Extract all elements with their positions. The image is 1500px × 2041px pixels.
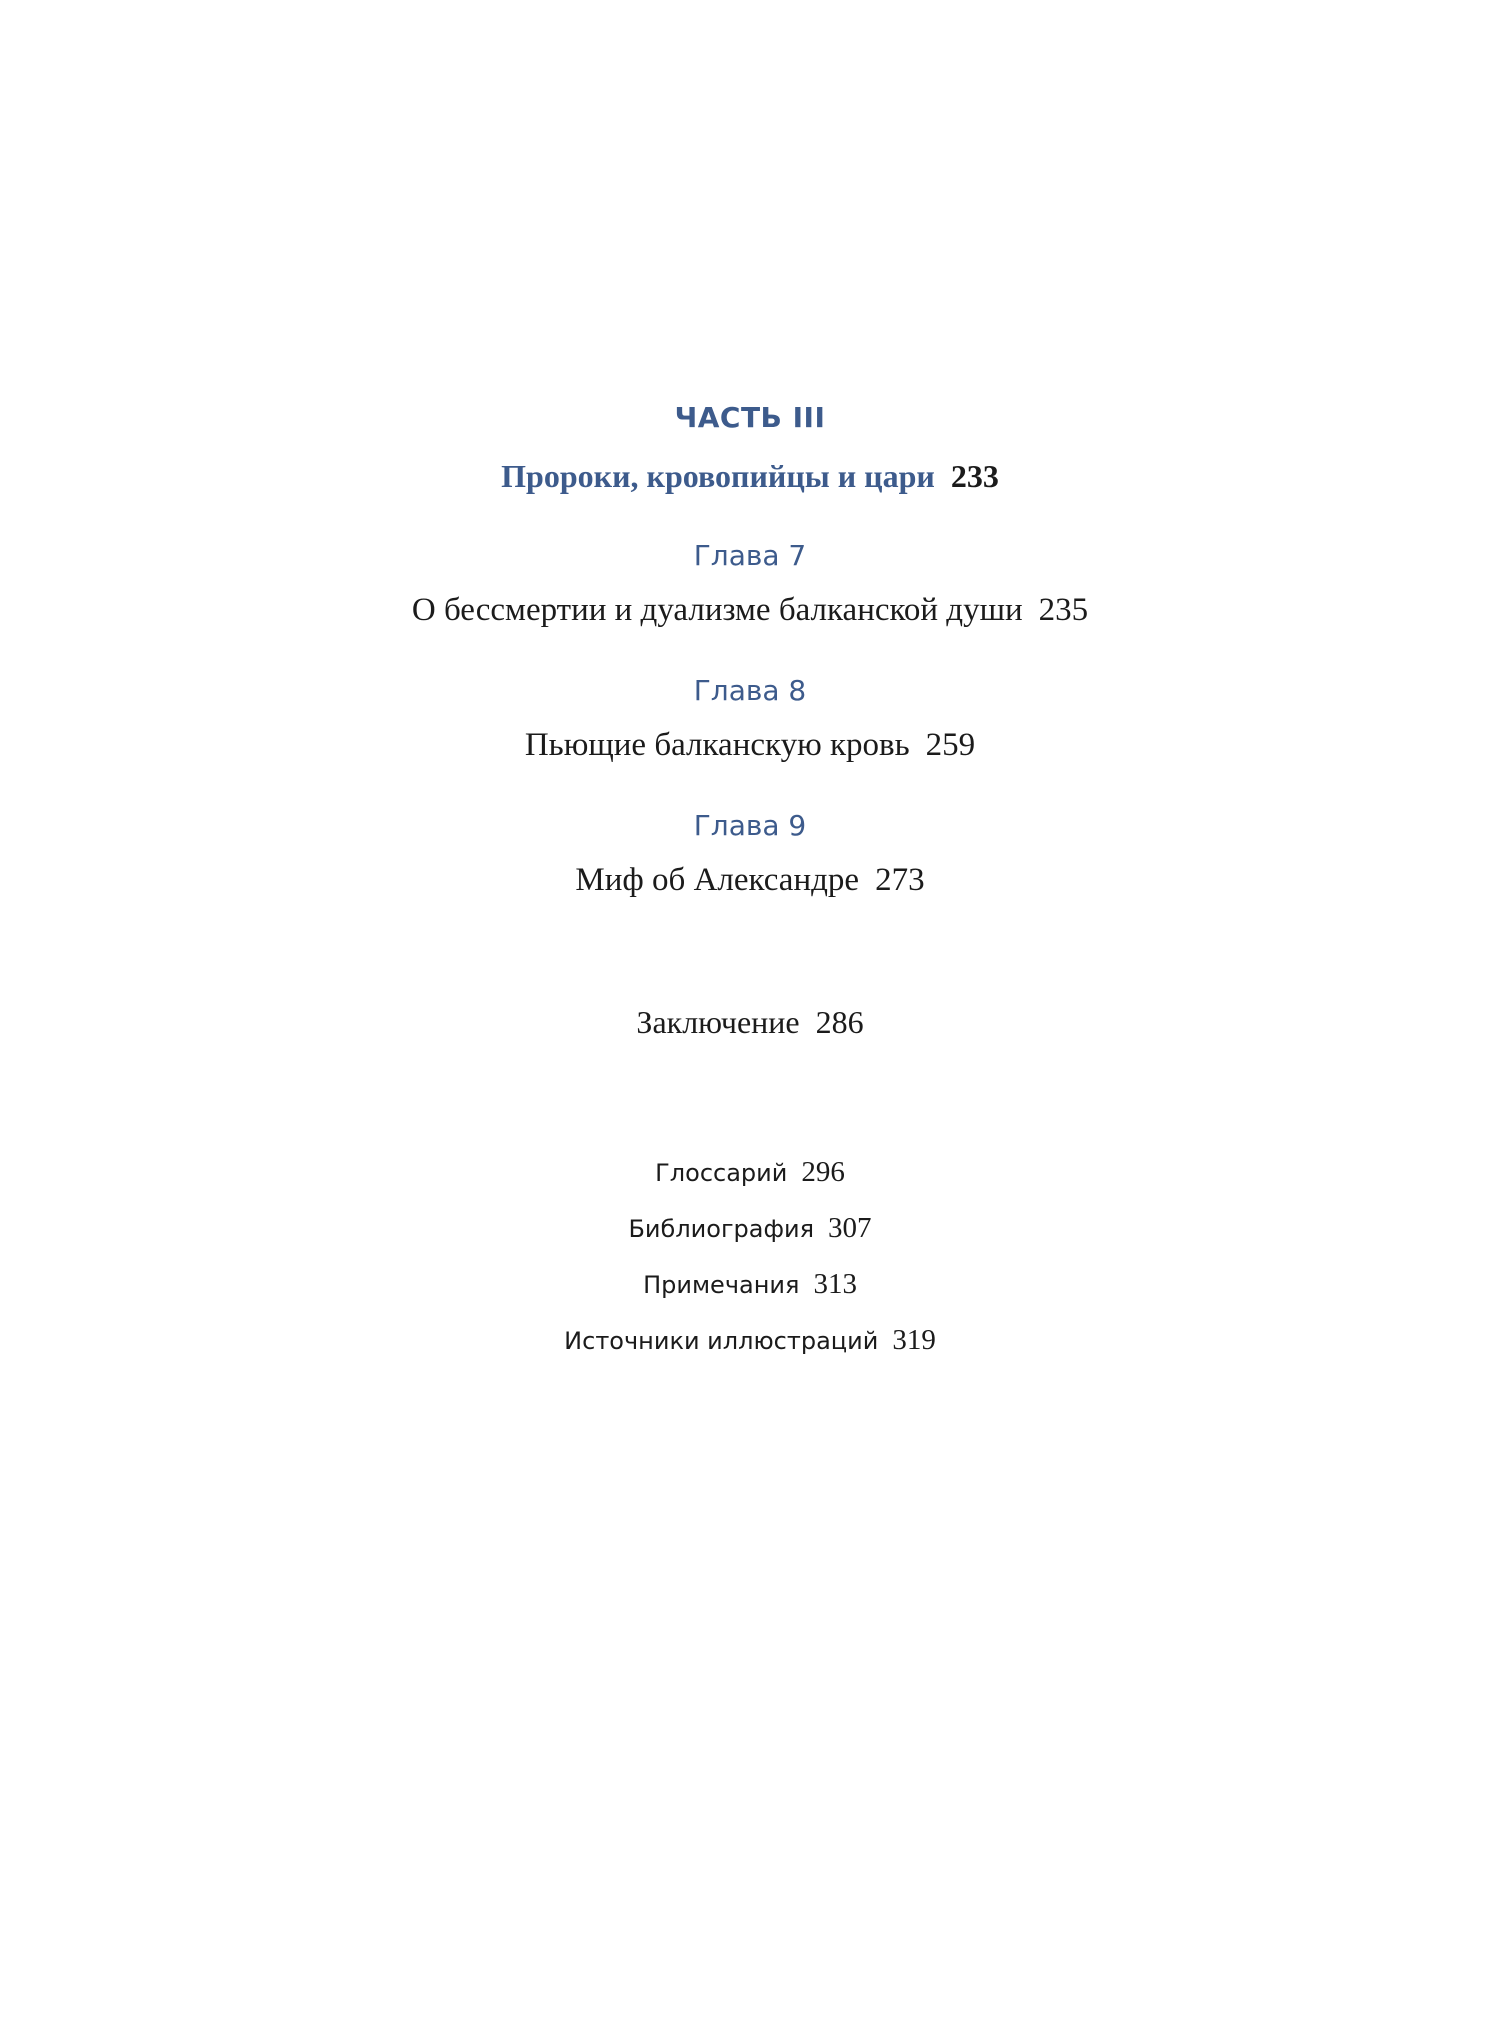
back-matter-entry[interactable] <box>0 1214 1500 1243</box>
back-matter-page-number: 313 <box>813 1268 857 1300</box>
conclusion-title: Заключение <box>636 1004 800 1040</box>
back-matter-page-number: 319 <box>892 1324 936 1356</box>
chapter-title: О бессмертии и дуализме балканской души <box>411 592 1023 628</box>
chapter-title: Пьющие балканскую кровь <box>524 727 910 763</box>
chapter-page-number: 235 <box>1038 592 1089 628</box>
part-title: Пророки, кровопийцы и цари <box>501 458 935 494</box>
chapter-label: Глава 9 <box>693 809 807 842</box>
chapter-label: Глава 8 <box>693 674 807 707</box>
back-matter-page-number: 296 <box>801 1156 845 1188</box>
chapter-title: Миф об Александре <box>575 862 860 898</box>
part-label: ЧАСТЬ III <box>674 401 826 434</box>
back-matter-entry[interactable] <box>0 1158 1500 1187</box>
chapter-page-number: 273 <box>875 862 925 898</box>
conclusion-entry[interactable] <box>0 1006 1500 1038</box>
chapter-entry[interactable] <box>0 594 1500 627</box>
back-matter-title: Примечания <box>643 1271 800 1299</box>
back-matter-entry[interactable] <box>0 1270 1500 1299</box>
back-matter-title: Источники иллюстраций <box>564 1327 879 1355</box>
back-matter-page-number: 307 <box>828 1212 872 1244</box>
part-entry[interactable] <box>0 460 1500 492</box>
part-page-number: 233 <box>950 458 999 494</box>
back-matter-title: Глоссарий <box>655 1159 788 1187</box>
chapter-page-number: 259 <box>925 727 976 763</box>
back-matter-title: Библиография <box>628 1215 815 1243</box>
chapter-entry[interactable] <box>0 864 1500 897</box>
chapter-label: Глава 7 <box>693 539 807 572</box>
chapter-entry[interactable] <box>0 729 1500 762</box>
conclusion-page-number: 286 <box>815 1004 864 1040</box>
back-matter-entry[interactable] <box>0 1326 1500 1355</box>
